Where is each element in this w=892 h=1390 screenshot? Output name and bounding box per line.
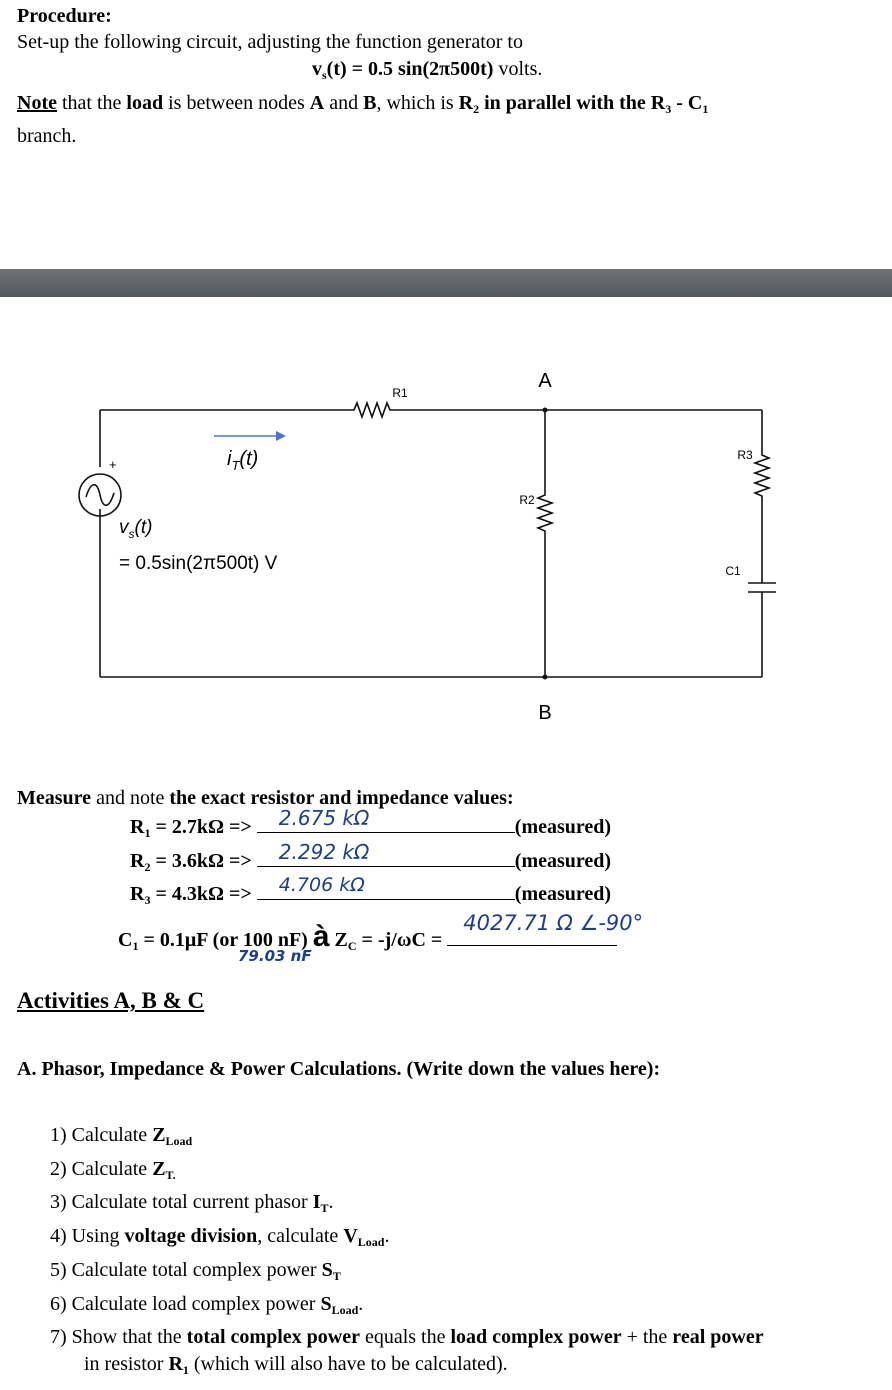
- r2-label: R2: [519, 493, 535, 507]
- z-sub: C: [347, 939, 357, 953]
- item-post: .: [358, 1293, 364, 1315]
- item-text: + the: [621, 1326, 673, 1348]
- note-text: is between nodes: [163, 92, 310, 114]
- zc-field[interactable]: [447, 911, 644, 946]
- measure-heading: [17, 786, 514, 810]
- r3-branch: [755, 410, 769, 583]
- item-bold: Z: [152, 1124, 166, 1146]
- item-post: .: [384, 1225, 390, 1247]
- current-arrow-head: [276, 431, 286, 441]
- capacitor-row: [118, 911, 644, 958]
- measure-word: Measure: [17, 787, 92, 809]
- procedure-line-1: Set-up the following circuit, adjusting the function generator to: [17, 31, 523, 53]
- sine-wave: [86, 485, 114, 506]
- item-sub: T.: [165, 1168, 176, 1182]
- node-a-dot: [543, 408, 548, 413]
- item-bold: S: [320, 1293, 332, 1315]
- row-label: R: [130, 883, 145, 905]
- r1-handwritten: 2.675 kΩ: [278, 806, 370, 830]
- item-bold: Z: [152, 1158, 166, 1180]
- activity-item-4: [50, 1224, 389, 1254]
- source-formula: [312, 57, 542, 87]
- source-label: [119, 517, 152, 541]
- item-bold: load complex power: [450, 1326, 622, 1348]
- r2-branch: [538, 410, 552, 677]
- current-i: i: [227, 448, 232, 470]
- item-text: 4) Using: [50, 1225, 125, 1247]
- note-text: and: [324, 92, 364, 114]
- item-bold: R: [168, 1353, 183, 1375]
- note-text: that the: [56, 92, 127, 114]
- row-nominal: = 3.6kΩ =>: [150, 850, 252, 872]
- r1-label: R1: [392, 386, 408, 400]
- note-c1-sub: 1: [702, 102, 709, 116]
- item-post: .: [328, 1191, 334, 1213]
- source-equation: = 0.5sin(2π500t) V: [119, 553, 278, 574]
- formula-body: (t) = 0.5 sin(2π500t): [326, 58, 494, 80]
- z-formula: = -j/ωC =: [356, 929, 448, 951]
- note-node-a: A: [309, 92, 325, 114]
- activity-item-1: [50, 1123, 192, 1153]
- r3-measured-field[interactable]: [257, 874, 515, 900]
- item-text: 6) Calculate load complex power: [50, 1293, 321, 1315]
- item-sub: Load: [165, 1134, 193, 1148]
- item-text: 5) Calculate total complex power: [50, 1259, 322, 1281]
- r3-label: R3: [737, 448, 753, 462]
- formula-unit: volts.: [493, 58, 543, 80]
- note-parallel: in parallel with the R: [479, 92, 666, 114]
- procedure-heading: Procedure:: [17, 5, 112, 27]
- item-bold: total complex power: [186, 1326, 360, 1348]
- measure-row-r1: [130, 806, 612, 845]
- item-text: 2) Calculate: [50, 1158, 153, 1180]
- row-suffix: (measured): [514, 883, 612, 905]
- item-bold: I: [312, 1191, 321, 1213]
- row-suffix: (measured): [514, 850, 612, 872]
- note-branch: branch.: [17, 125, 77, 147]
- item-bold: voltage division: [124, 1225, 258, 1247]
- row-nominal: = 4.3kΩ =>: [150, 883, 252, 905]
- c-value: = 0.1μF (or 100 nF): [138, 929, 313, 951]
- section-divider: [0, 269, 892, 297]
- activity-item-7: [50, 1325, 764, 1349]
- note-node-b: B: [363, 92, 377, 114]
- note-r3-sub: 3: [665, 102, 672, 116]
- plus-sign: +: [109, 457, 117, 472]
- c1-plates: [748, 583, 776, 592]
- item-text: (which will also have to be calculated).: [188, 1353, 508, 1375]
- c-handwritten: 79.03 nF: [238, 947, 312, 965]
- activity-item-6: [50, 1292, 363, 1322]
- r3-handwritten: 4.706 kΩ: [278, 874, 365, 896]
- r2-measured-field[interactable]: [257, 840, 515, 867]
- item-text: in resistor: [84, 1353, 169, 1375]
- current-label: [227, 448, 258, 473]
- current-arg: (t): [239, 448, 259, 470]
- item-text: 7) Show that the: [50, 1326, 187, 1348]
- item-bold: V: [343, 1225, 358, 1247]
- current-sub: T: [231, 458, 240, 473]
- note-line: [17, 91, 708, 121]
- node-b-dot: [543, 675, 548, 680]
- item-sub: T: [332, 1269, 341, 1283]
- item-text: equals the: [359, 1326, 451, 1348]
- zc-handwritten: 4027.71 Ω ∠-90°: [463, 911, 644, 935]
- note-word: Note: [17, 92, 57, 114]
- activities-heading: Activities A, B & C: [17, 988, 205, 1013]
- source-sub: s: [128, 526, 135, 541]
- node-a-label: A: [538, 370, 552, 392]
- activity-item-3: [50, 1190, 334, 1220]
- note-c1: - C: [671, 92, 703, 114]
- item-text: 1) Calculate: [50, 1124, 153, 1146]
- row-sub: 2: [144, 860, 151, 874]
- item-bold: real power: [672, 1326, 764, 1348]
- row-label: R: [130, 816, 145, 838]
- activity-item-7-cont: [84, 1352, 508, 1382]
- note-r2-sub: 2: [473, 102, 480, 116]
- measure-plain: and note: [91, 787, 170, 809]
- note-load: load: [126, 92, 164, 114]
- note-r2: R: [458, 92, 474, 114]
- row-suffix: (measured): [514, 816, 612, 838]
- item-sub: Load: [357, 1235, 385, 1249]
- circuit-diagram: [0, 297, 892, 727]
- node-b-label: B: [538, 702, 552, 724]
- row-sub: 3: [144, 893, 151, 907]
- row-nominal: = 2.7kΩ =>: [150, 816, 252, 838]
- measure-row-r2: [130, 840, 612, 879]
- row-label: R: [130, 850, 145, 872]
- c-sub: 1: [132, 939, 139, 953]
- z-label: Z: [329, 929, 348, 951]
- item-bold: S: [321, 1259, 333, 1281]
- formula-v: v: [312, 58, 322, 80]
- row-sub: 1: [144, 826, 151, 840]
- item-sub: T: [320, 1201, 329, 1215]
- activity-item-5: [50, 1258, 341, 1288]
- c-arrow: à: [312, 920, 330, 953]
- note-text: , which is: [376, 92, 459, 114]
- item-sub: Load: [331, 1303, 359, 1317]
- activity-item-2: [50, 1157, 176, 1187]
- wire-top-r1: [100, 403, 762, 417]
- source-v: v: [119, 517, 129, 538]
- r1-measured-field[interactable]: [257, 806, 515, 833]
- r2-handwritten: 2.292 kΩ: [278, 840, 370, 864]
- item-sub: 1: [182, 1363, 189, 1377]
- source-arg: (t): [134, 517, 153, 538]
- c-label: C: [118, 929, 133, 951]
- item-mid: , calculate: [257, 1225, 344, 1247]
- c1-label: C1: [725, 564, 741, 578]
- measure-bold: the exact resistor and impedance values:: [169, 787, 514, 809]
- formula-v-sub: s: [322, 68, 327, 82]
- section-a-heading: A. Phasor, Impedance & Power Calculations. (Write down the values here):: [17, 1058, 661, 1080]
- item-text: 3) Calculate total current phasor: [50, 1191, 313, 1213]
- measure-row-r3: [130, 874, 612, 912]
